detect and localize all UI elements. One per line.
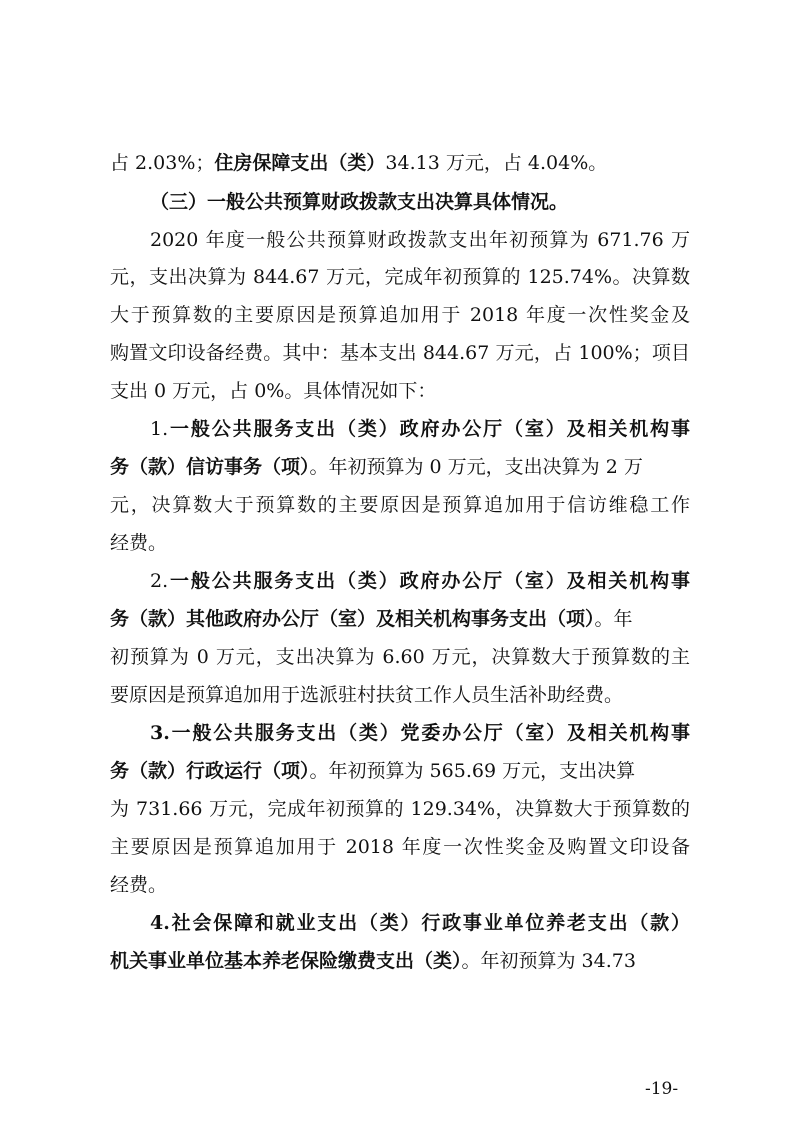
- paragraph-line: 元，支出决算为 844.67 万元，完成年初预算的 125.74%。决算数: [110, 266, 690, 288]
- text-line: [110, 152, 690, 174]
- bold-heading-run: 机关事业单位基本养老保险缴费支出（类）: [110, 950, 462, 972]
- bold-heading-run: 务（款）信访事务（项）: [110, 456, 310, 478]
- text-line: [110, 760, 690, 782]
- text-line: [150, 570, 690, 592]
- bold-heading-line: 4.社会保障和就业支出（类）行政事业单位养老支出（款）: [150, 912, 690, 934]
- paragraph-line: 元，决算数大于预算数的主要原因是预算追加用于信访维稳工作: [110, 494, 690, 516]
- paragraph-line: 主要原因是预算追加用于 2018 年度一次性奖金及购置文印设备: [110, 836, 690, 858]
- text-run: 。年初预算为 565.69 万元，支出决算: [309, 760, 636, 782]
- text-run: 。年: [594, 608, 633, 630]
- paragraph-line: 要原因是预算追加用于选派驻村扶贫工作人员生活补助经费。: [110, 684, 624, 706]
- text-run: 占 2.03%；: [110, 152, 215, 174]
- paragraph-line: 大于预算数的主要原因是预算追加用于 2018 年度一次性奖金及: [110, 304, 690, 326]
- paragraph-line: 经费。: [110, 874, 168, 896]
- paragraph-line: 支出 0 万元，占 0%。具体情况如下：: [110, 380, 437, 402]
- section-heading: （三）一般公共预算财政拨款支出决算具体情况。: [150, 191, 569, 213]
- item-number: 1.: [150, 418, 169, 440]
- text-line: [110, 456, 690, 478]
- bold-heading-run: 住房保障支出（类）: [214, 152, 386, 174]
- page-number: -19-: [645, 1079, 679, 1099]
- paragraph-line: 2020 年度一般公共预算财政拨款支出年初预算为 671.76 万: [150, 229, 690, 251]
- text-line: [110, 608, 690, 630]
- bold-heading-run: 一般公共服务支出（类）政府办公厅（室）及相关机构事: [168, 418, 690, 440]
- bold-heading-run: 务（款）其他政府办公厅（室）及相关机构事务支出（项）: [110, 608, 595, 630]
- text-run: 。年初预算为 0 万元，支出决算为 2 万: [309, 456, 643, 478]
- paragraph-line: 初预算为 0 万元，支出决算为 6.60 万元，决算数大于预算数的主: [110, 646, 690, 668]
- item-number: 2.: [150, 570, 169, 592]
- text-line: [150, 418, 690, 440]
- bold-heading-run: 务（款）行政运行（项）: [110, 760, 310, 782]
- bold-heading-run: 一般公共服务支出（类）政府办公厅（室）及相关机构事: [168, 570, 690, 592]
- paragraph-line: 购置文印设备经费。其中：基本支出 844.67 万元，占 100%；项目: [110, 342, 690, 364]
- text-run: 34.13 万元，占 4.04%。: [385, 152, 608, 174]
- bold-heading-line: 3.一般公共服务支出（类）党委办公厅（室）及相关机构事: [150, 722, 690, 744]
- text-run: 。年初预算为 34.73: [461, 950, 636, 972]
- text-line: [110, 950, 690, 972]
- paragraph-line: 为 731.66 万元，完成年初预算的 129.34%，决算数大于预算数的: [110, 798, 690, 820]
- paragraph-line: 经费。: [110, 532, 168, 554]
